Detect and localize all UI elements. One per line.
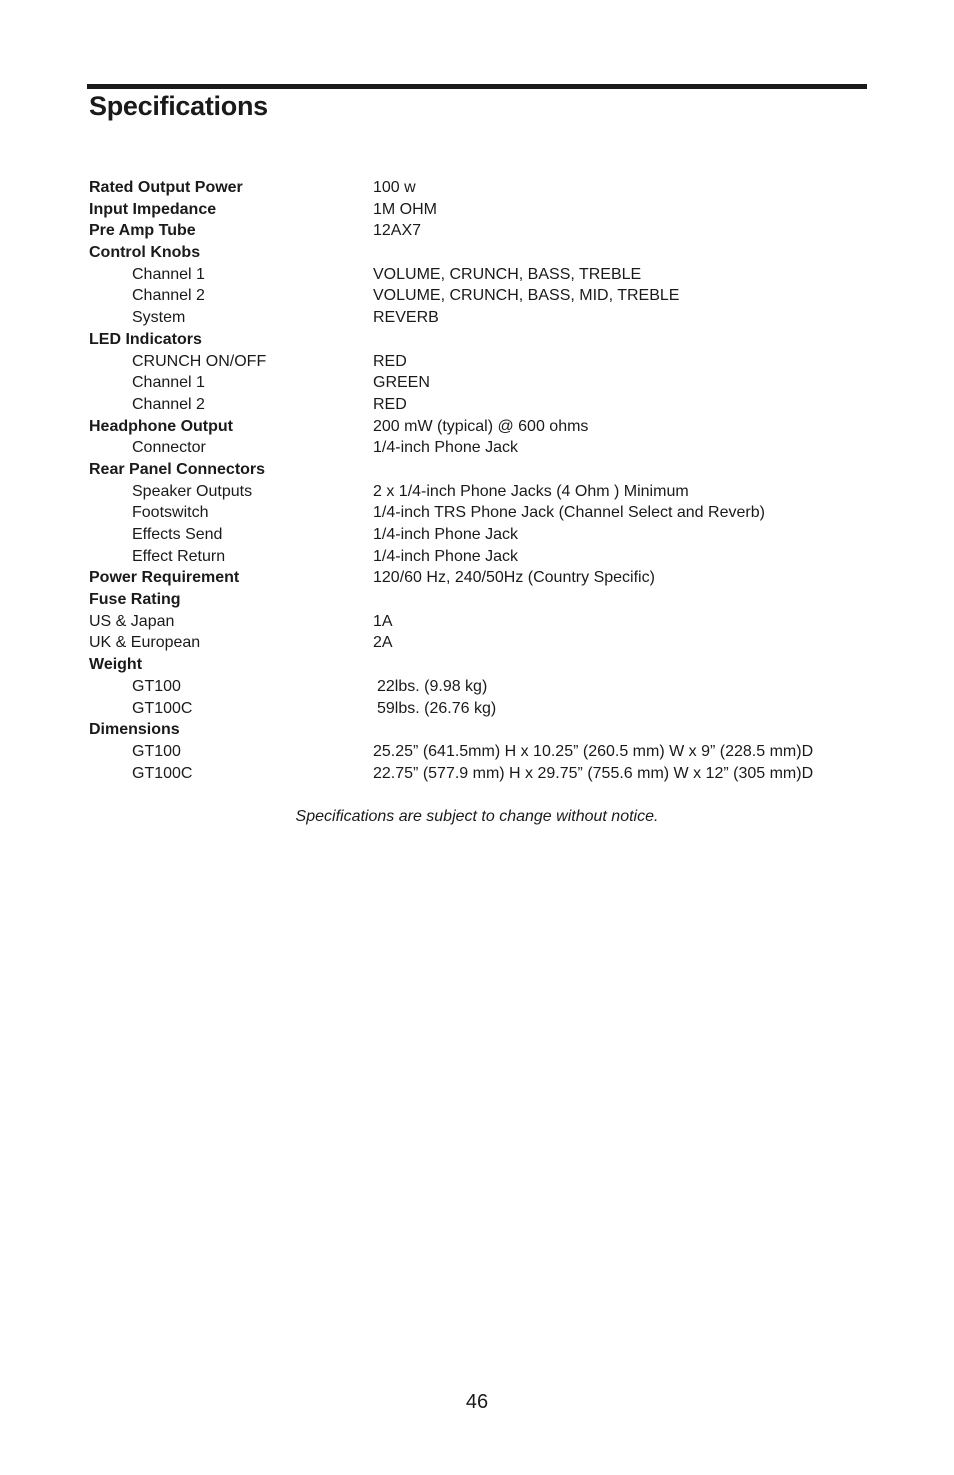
spec-row-headphone-output	[89, 416, 889, 438]
spec-row-effects-send	[89, 524, 889, 546]
spec-row-channel-1-knobs	[89, 264, 889, 286]
spec-value: 59lbs. (26.76 kg)	[377, 699, 497, 717]
spec-value: 100 w	[373, 179, 416, 196]
spec-row-rear-panel-connectors	[89, 459, 889, 481]
spec-value: 2A	[373, 634, 393, 652]
spec-value: 22.75” (577.9 mm) H x 29.75” (755.6 mm) W x 12” (305 mm)D	[373, 764, 814, 782]
spec-value: 1M OHM	[373, 200, 437, 218]
spec-label: Effects Send	[132, 526, 223, 543]
spec-label: Connector	[132, 439, 206, 457]
spec-label: Speaker Outputs	[132, 482, 253, 500]
page-title: Specifications	[89, 91, 268, 121]
spec-label: Power Requirement	[89, 569, 240, 587]
spec-value: 25.25” (641.5mm) H x 10.25” (260.5 mm) W x 9” (228.5 mm)D	[373, 742, 814, 760]
spec-label: Control Knobs	[89, 244, 201, 262]
spec-label: GT100C	[132, 699, 193, 717]
spec-row-fuse-us-japan	[89, 611, 889, 633]
spec-value: 120/60 Hz, 240/50Hz (Country Specific)	[373, 569, 655, 587]
spec-label: LED Indicators	[89, 330, 202, 348]
spec-row-input-impedance	[89, 199, 889, 221]
spec-label: Channel 2	[132, 395, 205, 413]
spec-label: CRUNCH ON/OFF	[132, 352, 267, 370]
spec-value: 200 mW (typical) @ 600 ohms	[373, 417, 589, 435]
spec-label: Footswitch	[132, 504, 209, 522]
spec-value: REVERB	[373, 309, 439, 327]
spec-label: Input Impedance	[89, 200, 217, 218]
spec-row-weight-gt100	[89, 676, 889, 698]
spec-label: Channel 1	[132, 374, 205, 392]
spec-value: 1A	[373, 612, 393, 630]
spec-row-weight	[89, 654, 889, 676]
spec-value: 2 x 1/4-inch Phone Jacks (4 Ohm ) Minimum	[373, 482, 689, 500]
spec-row-system-knobs	[89, 307, 889, 329]
spec-label: System	[132, 309, 186, 327]
spec-value: 22lbs. (9.98 kg)	[377, 677, 488, 695]
spec-row-footswitch	[89, 502, 889, 524]
spec-value: GREEN	[373, 374, 430, 392]
spec-label: Rated Output Power	[89, 179, 243, 196]
spec-row-power-requirement	[89, 567, 889, 589]
spec-value: 1/4-inch Phone Jack	[373, 526, 518, 543]
spec-label: Channel 1	[132, 265, 205, 283]
spec-row-dimensions	[89, 719, 889, 741]
spec-label: Headphone Output	[89, 417, 233, 435]
spec-value: RED	[373, 352, 407, 370]
spec-label: Rear Panel Connectors	[89, 460, 266, 478]
spec-label: Pre Amp Tube	[89, 222, 196, 240]
spec-value: 1/4-inch Phone Jack	[373, 439, 518, 457]
spec-row-dimensions-gt100c	[89, 763, 889, 785]
spec-row-channel-1-led	[89, 372, 889, 394]
spec-list	[89, 177, 889, 784]
specs-change-notice: Specifications are subject to change without notice.	[295, 808, 659, 825]
spec-label: Dimensions	[89, 721, 180, 739]
spec-row-pre-amp-tube	[89, 220, 889, 242]
page-number: 46	[465, 1391, 489, 1413]
spec-row-dimensions-gt100	[89, 741, 889, 763]
spec-row-channel-2-led	[89, 394, 889, 416]
spec-label: GT100	[132, 742, 181, 760]
spec-label: GT100C	[132, 764, 193, 782]
spec-value: 12AX7	[373, 222, 422, 240]
spec-label: UK & European	[89, 634, 201, 652]
spec-row-speaker-outputs	[89, 481, 889, 503]
spec-label: US & Japan	[89, 612, 175, 630]
spec-value: VOLUME, CRUNCH, BASS, TREBLE	[373, 265, 642, 283]
spec-label: Fuse Rating	[89, 591, 181, 609]
spec-label: GT100	[132, 677, 181, 695]
spec-row-weight-gt100c	[89, 698, 889, 720]
spec-row-channel-2-knobs	[89, 285, 889, 307]
spec-value: RED	[373, 395, 407, 413]
spec-row-control-knobs	[89, 242, 889, 264]
spec-label: Channel 2	[132, 287, 205, 305]
spec-row-rated-output-power	[89, 177, 889, 199]
spec-label: Effect Return	[132, 547, 226, 565]
spec-row-headphone-connector	[89, 437, 889, 459]
spec-value: 1/4-inch TRS Phone Jack (Channel Select and Reverb)	[373, 504, 765, 522]
spec-row-fuse-rating	[89, 589, 889, 611]
spec-row-fuse-uk-european	[89, 632, 889, 654]
spec-row-effect-return	[89, 546, 889, 568]
spec-value: 1/4-inch Phone Jack	[373, 547, 518, 565]
spec-value: VOLUME, CRUNCH, BASS, MID, TREBLE	[373, 287, 680, 305]
spec-row-crunch-led	[89, 351, 889, 373]
spec-row-led-indicators	[89, 329, 889, 351]
spec-label: Weight	[89, 656, 143, 674]
